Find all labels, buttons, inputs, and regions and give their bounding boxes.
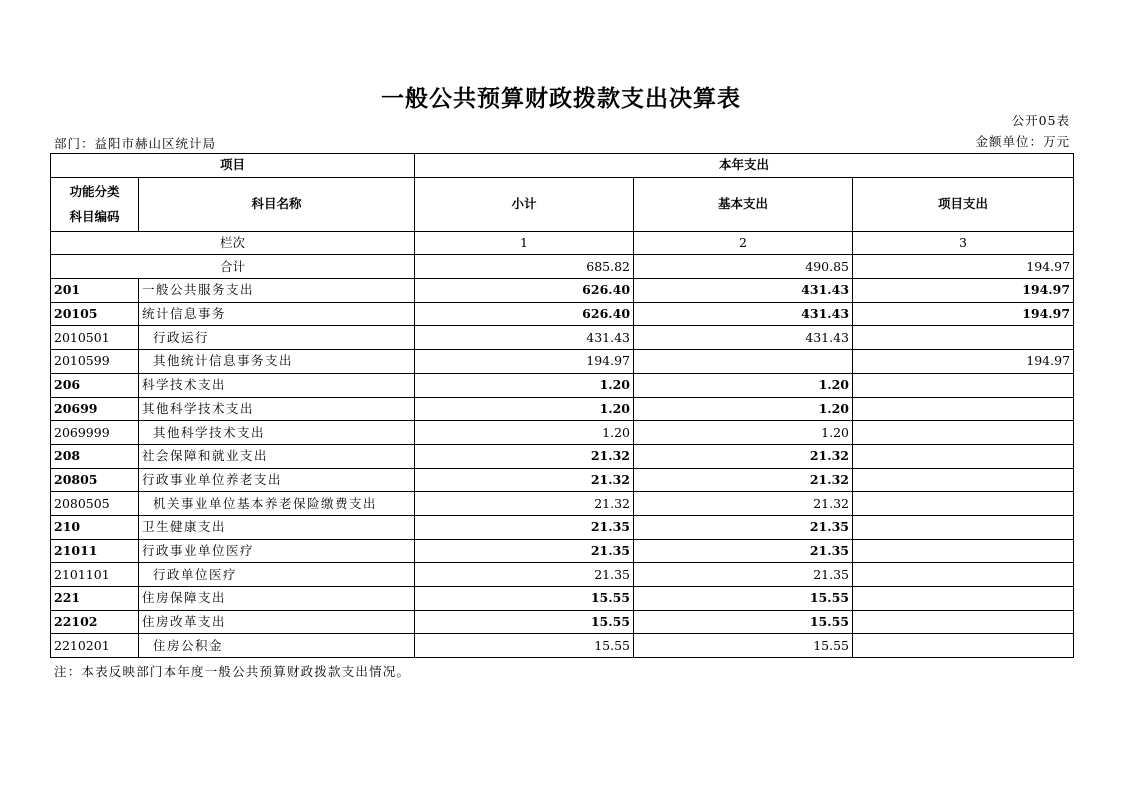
table-row: [51, 397, 1074, 421]
row-subtotal: 21.35: [415, 563, 634, 587]
row-code: 208: [51, 444, 139, 468]
row-basic: 21.35: [634, 563, 853, 587]
header-func-class-line1: 功能分类: [69, 184, 120, 200]
row-basic: 431.43: [634, 326, 853, 350]
row-basic: 431.43: [634, 302, 853, 326]
row-code: 210: [51, 515, 139, 539]
row-code: 201: [51, 279, 139, 303]
row-basic: 15.55: [634, 587, 853, 611]
amount-unit-label: 金额单位：万元: [975, 134, 1070, 149]
row-project: [853, 444, 1074, 468]
table-row: [51, 302, 1074, 326]
row-project: [853, 563, 1074, 587]
row-project: [853, 539, 1074, 563]
row-subject-name: 行政运行: [139, 326, 415, 350]
table-row: [51, 279, 1074, 303]
table-row: [51, 610, 1074, 634]
table-row: [51, 587, 1074, 611]
total-basic: 490.85: [634, 255, 853, 279]
row-subtotal: 21.32: [415, 468, 634, 492]
row-subject-name: 行政事业单位医疗: [139, 539, 415, 563]
table-row: [51, 468, 1074, 492]
row-basic: 21.32: [634, 468, 853, 492]
row-basic: 1.20: [634, 397, 853, 421]
page-title: 一般公共预算财政拨款支出决算表: [381, 86, 741, 112]
row-subtotal: 21.35: [415, 515, 634, 539]
row-code: 206: [51, 373, 139, 397]
row-code: 2210201: [51, 634, 139, 658]
row-subtotal: 626.40: [415, 302, 634, 326]
expenditure-table: [50, 153, 1074, 658]
row-project: [853, 634, 1074, 658]
row-basic: 15.55: [634, 610, 853, 634]
column-index-label: 栏次: [51, 231, 415, 255]
header-func-class: [51, 177, 139, 231]
header-project: 项目: [51, 154, 415, 178]
row-code: 2010599: [51, 350, 139, 374]
column-index-1: 1: [415, 231, 634, 255]
header-subject-name: 科目名称: [139, 177, 415, 231]
table-note: 注：本表反映部门本年度一般公共预算财政拨款支出情况。: [54, 664, 411, 679]
row-subject-name: 行政事业单位养老支出: [139, 468, 415, 492]
row-subtotal: 1.20: [415, 421, 634, 445]
table-row: [51, 492, 1074, 516]
row-code: 221: [51, 587, 139, 611]
row-project: [853, 587, 1074, 611]
row-subtotal: 1.20: [415, 397, 634, 421]
column-index-3: 3: [853, 231, 1074, 255]
row-subtotal: 15.55: [415, 634, 634, 658]
column-index-2: 2: [634, 231, 853, 255]
header-subtotal: 小计: [415, 177, 634, 231]
row-code: 20699: [51, 397, 139, 421]
table-row: [51, 373, 1074, 397]
row-subtotal: 194.97: [415, 350, 634, 374]
row-project: [853, 326, 1074, 350]
row-project: [853, 397, 1074, 421]
row-subject-name: 其他统计信息事务支出: [139, 350, 415, 374]
row-project: [853, 492, 1074, 516]
row-basic: 1.20: [634, 373, 853, 397]
row-basic: 21.35: [634, 515, 853, 539]
table-row: [51, 539, 1074, 563]
table-row: [51, 634, 1074, 658]
row-project: [853, 421, 1074, 445]
row-subject-name: 机关事业单位基本养老保险缴费支出: [139, 492, 415, 516]
header-project-exp: 项目支出: [853, 177, 1074, 231]
table-row: [51, 350, 1074, 374]
row-subtotal: 21.32: [415, 444, 634, 468]
row-code: 2069999: [51, 421, 139, 445]
header-current-year: 本年支出: [415, 154, 1074, 178]
row-subject-name: 行政单位医疗: [139, 563, 415, 587]
row-subtotal: 431.43: [415, 326, 634, 350]
row-code: 20805: [51, 468, 139, 492]
row-project: [853, 610, 1074, 634]
row-basic: 1.20: [634, 421, 853, 445]
total-subtotal: 685.82: [415, 255, 634, 279]
total-label: 合计: [51, 255, 415, 279]
row-project: 194.97: [853, 302, 1074, 326]
table-row: [51, 421, 1074, 445]
row-project: [853, 468, 1074, 492]
row-project: 194.97: [853, 279, 1074, 303]
row-subject-name: 其他科学技术支出: [139, 397, 415, 421]
row-basic: [634, 350, 853, 374]
row-subject-name: 卫生健康支出: [139, 515, 415, 539]
form-number: 公开05表: [1011, 113, 1070, 128]
table-body: [51, 279, 1074, 658]
table-row: [51, 563, 1074, 587]
row-subject-name: 科学技术支出: [139, 373, 415, 397]
row-project: [853, 515, 1074, 539]
row-subtotal: 626.40: [415, 279, 634, 303]
table-row: [51, 444, 1074, 468]
row-subject-name: 住房保障支出: [139, 587, 415, 611]
row-project: 194.97: [853, 350, 1074, 374]
row-code: 2101101: [51, 563, 139, 587]
row-subject-name: 其他科学技术支出: [139, 421, 415, 445]
row-code: 2080505: [51, 492, 139, 516]
row-subtotal: 15.55: [415, 587, 634, 611]
row-code: 20105: [51, 302, 139, 326]
row-basic: 431.43: [634, 279, 853, 303]
row-basic: 21.35: [634, 539, 853, 563]
row-subject-name: 一般公共服务支出: [139, 279, 415, 303]
row-subject-name: 住房改革支出: [139, 610, 415, 634]
header-func-class-line2: 科目编码: [69, 209, 120, 225]
row-subtotal: 15.55: [415, 610, 634, 634]
row-subject-name: 住房公积金: [139, 634, 415, 658]
row-basic: 21.32: [634, 492, 853, 516]
row-code: 2010501: [51, 326, 139, 350]
row-basic: 15.55: [634, 634, 853, 658]
header-basic: 基本支出: [634, 177, 853, 231]
total-project: 194.97: [853, 255, 1074, 279]
row-code: 22102: [51, 610, 139, 634]
table-row: [51, 326, 1074, 350]
table-row: [51, 515, 1074, 539]
row-code: 21011: [51, 539, 139, 563]
row-subtotal: 1.20: [415, 373, 634, 397]
row-subtotal: 21.32: [415, 492, 634, 516]
row-subject-name: 统计信息事务: [139, 302, 415, 326]
row-project: [853, 373, 1074, 397]
row-subject-name: 社会保障和就业支出: [139, 444, 415, 468]
row-basic: 21.32: [634, 444, 853, 468]
row-subtotal: 21.35: [415, 539, 634, 563]
department-label: 部门：益阳市赫山区统计局: [54, 136, 217, 151]
